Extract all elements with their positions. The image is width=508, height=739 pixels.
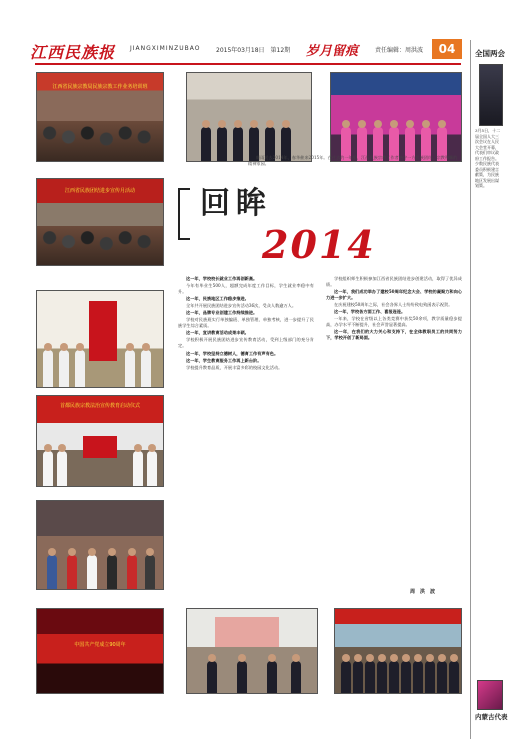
editor-credit: 责任编辑：周洪波 (375, 47, 424, 54)
article-column-2 (326, 276, 462, 582)
photo-leaders-group (186, 72, 312, 162)
photo-stage-performance (330, 72, 462, 162)
article-paragraph: 这一年，学生教育服务工作再上新台阶。 (186, 357, 262, 363)
photo-banner: 首都民族宗教法治宣传教育启动仪式 (59, 403, 140, 409)
feature-intro: 细雨送去2014年，春华催来2015年。在过去的一年里，江西民族宗教工作者恪守一方民族团结、宗教和顺的精神家园。 (248, 155, 458, 166)
photo-legal-education (36, 395, 164, 487)
adjacent-page-strip (470, 40, 508, 739)
article-paragraph: 这一年，品牌专业创建工作持续推进。 (186, 310, 258, 316)
feature-year: 2014 (262, 222, 376, 267)
issue-date: 2015年03月18日 第12期 (216, 47, 291, 54)
masthead-rule (35, 63, 461, 65)
photo-conference-room (186, 608, 318, 694)
newspaper-title: 江西民族报 (30, 43, 116, 62)
newspaper-pinyin: JIANGXIMINZUBAO (130, 45, 201, 52)
photo-banner: 江西省民族团结进步宣传月活动 (64, 188, 135, 194)
article-paragraph: 这一年，学校校长就业工作再创新高。 (186, 276, 258, 281)
adjacent-photo (479, 64, 503, 126)
article-paragraph: 在庆祝建校50周年之际，社会各界人士纷纷致电致函表示祝贺。 (334, 302, 453, 308)
photo-minority-costume (36, 500, 164, 590)
photo-promotion-month (36, 178, 164, 266)
article-paragraph: 这一年，宣讲教育活动成果丰硕。 (186, 330, 249, 336)
section-title: 岁月留痕 (306, 44, 359, 59)
article-paragraph: 这一年，在我们的大力关心和支持下，在全体教职员工的共同努力下，学校开创了新局面。 (326, 329, 462, 341)
adjacent-body: 3月5日，十二届全国人大三次会议在人民大会堂开幕，代表们审议政府工作报告。少数民族代表委员积极建言献策，为民族地区发展出谋划策。 (475, 128, 501, 188)
title-bracket (178, 188, 190, 240)
article-column-1 (178, 276, 314, 600)
photo-banner: 中国共产党成立90周年 (74, 642, 126, 648)
article-paragraph: 全年共开展民族团结进步宣传活动36次，受众人数逾万人。 (186, 303, 297, 309)
photo-school-group (334, 608, 462, 694)
article-paragraph: 这一年，学校各方面工作、喜报连连。 (334, 309, 406, 315)
masthead (20, 40, 460, 60)
adjacent-headline: 全国两会 (475, 49, 505, 58)
article-paragraph: 学校提升教育品质，开展丰富多彩的校园文化活动。 (186, 364, 283, 370)
article-paragraph: 这一年，学校坚持立德树人，德育工作有声有色。 (186, 350, 279, 356)
photo-training-meeting (36, 72, 164, 162)
article-byline: 周 洪 波 (410, 589, 436, 595)
article-paragraph: 一年来，学校在省级以上各类竞赛中获奖50余项，教学质量稳步提高，办学水平不断提升，社会声誉显著提高。 (326, 316, 462, 328)
photo-students-banner (36, 290, 164, 388)
article-paragraph: 这一年，民族地区工作稳步推进。 (186, 296, 249, 302)
article-paragraph: 学校积极开展民族团结进步宣传教育活动，受到上级部门的充分肯定。 (178, 337, 314, 349)
article-paragraph: 今年有毕业生500人，超额完成年度工作目标，学生就业率稳中有升。 (178, 283, 314, 295)
feature-title: 回眸 (200, 186, 272, 221)
page-number: 04 (432, 39, 462, 59)
article-paragraph: 这一年，我们成功举办了建校50周年纪念大会、学校的凝聚力和向心力进一步扩大。 (326, 289, 462, 301)
adjacent-photo-bottom (477, 680, 503, 710)
adjacent-footer: 内蒙古代表 (475, 713, 508, 721)
photo-banner: 江西省民族宗教局民族宗教工作业务培训班 (52, 84, 148, 90)
article-paragraph: 学校组织师生积极参加江西省民族团结进步创建活动，取得了优异成绩。 (326, 276, 462, 288)
photo-anniversary-stage (36, 608, 164, 694)
article-paragraph: 学校对民族班实行单独编班、单独管理、单独考核，进一步提升了民族学生综合素质。 (178, 317, 314, 329)
